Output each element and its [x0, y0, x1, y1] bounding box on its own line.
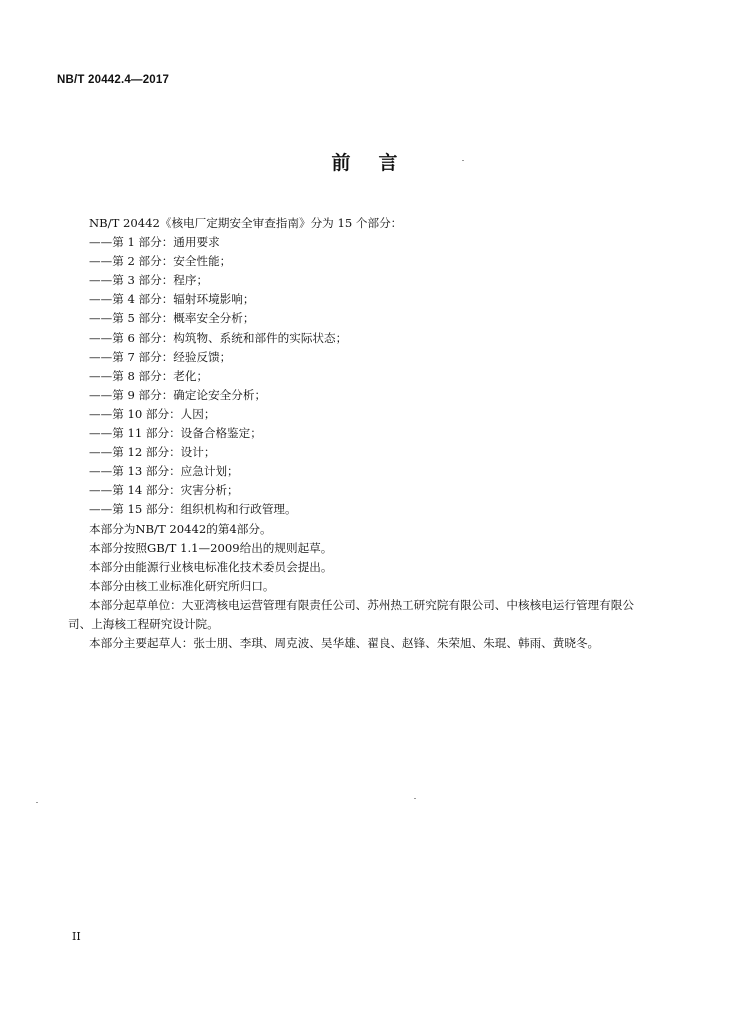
part-item: ——第 1 部分：通用要求: [89, 235, 220, 250]
part-item: ——第 8 部分：老化；: [89, 368, 209, 383]
drafting-units-statement: 本部分起草单位：大亚湾核电运营管理有限责任公司、苏州热工研究院有限公司、中核核电运行管理有限公司、上海核工程研究设计院。: [68, 597, 634, 631]
scan-speck: [414, 798, 416, 799]
part-item: ——第 9 部分：确定论安全分析；: [89, 387, 267, 402]
part-item: ——第 10 部分：人因；: [89, 406, 216, 421]
part-item: ——第 13 部分：应急计划；: [89, 464, 239, 479]
scan-speck: [462, 160, 464, 161]
part-item: ——第 12 部分：设计；: [89, 445, 216, 460]
standard-id: NB/T 20442.4—2017: [57, 74, 170, 86]
foreword-body: [68, 214, 648, 653]
drafting-rules-statement: 本部分按照GB/T 1.1—2009给出的规则起草。: [89, 540, 333, 555]
intro-line: NB/T 20442《核电厂定期安全审查指南》分为 15 个部分：: [89, 216, 403, 230]
part-item: ——第 3 部分：程序；: [89, 273, 209, 288]
part-item: ——第 2 部分：安全性能；: [89, 254, 232, 269]
page-title: [0, 148, 729, 175]
drafters-statement: 本部分主要起草人：张士朋、李琪、周克波、吴华雄、翟良、赵锋、朱荣旭、朱琨、韩雨、黄晓冬。: [89, 636, 600, 651]
managed-by-statement: 本部分由核工业标准化研究所归口。: [89, 578, 275, 593]
part-item: ——第 6 部分：构筑物、系统和部件的实际状态；: [89, 330, 348, 345]
part-item: ——第 5 部分：概率安全分析；: [89, 311, 255, 326]
part-item: ——第 11 部分：设备合格鉴定；: [89, 426, 262, 441]
page-number: II: [72, 930, 81, 943]
part-item: ——第 4 部分：辐射环境影响；: [89, 292, 255, 307]
proposed-by-statement: 本部分由能源行业核电标准化技术委员会提出。: [89, 559, 333, 574]
part-of-statement: 本部分为NB/T 20442的第4部分。: [89, 521, 272, 536]
scan-speck: [36, 802, 38, 803]
part-item: ——第 15 部分：组织机构和行政管理。: [89, 502, 297, 517]
title-char-2: 言: [378, 152, 398, 174]
title-char-1: 前: [331, 152, 351, 174]
part-item: ——第 7 部分：经验反馈；: [89, 349, 232, 364]
part-item: ——第 14 部分：灾害分析；: [89, 483, 239, 498]
